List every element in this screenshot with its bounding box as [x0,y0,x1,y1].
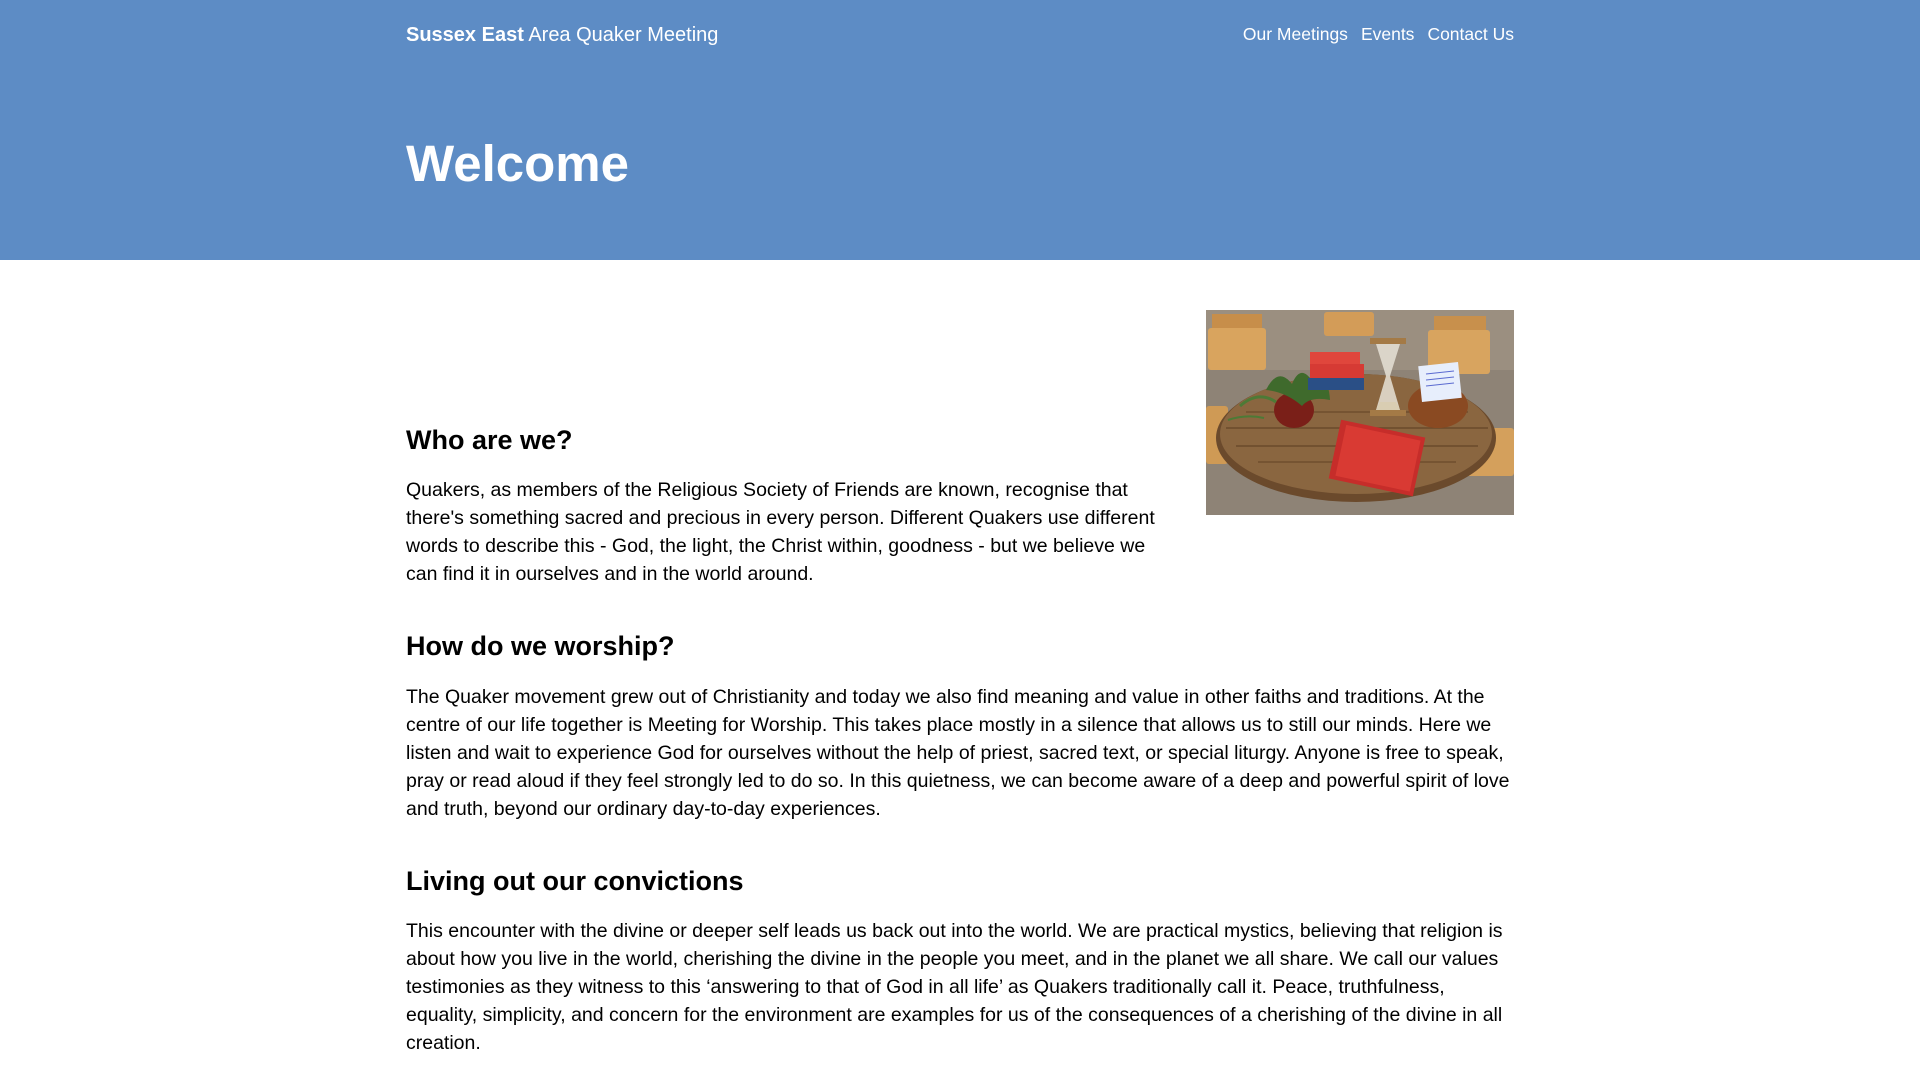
section-heading: Living out our convictions [406,865,744,896]
section-how-do-we-worship [406,630,1514,822]
main-nav [1243,24,1514,45]
nav-link-our-meetings[interactable]: Our Meetings [1242,24,1348,44]
meeting-table-image [1206,310,1514,515]
site-brand-link[interactable] [406,24,718,47]
brand-bold-text: Sussex East [406,24,524,46]
site-header [0,0,1920,260]
nav-link-contact-us[interactable]: Contact Us [1427,24,1514,44]
section-heading: How do we worship? [406,631,675,662]
brand-rest-text: Area Quaker Meeting [528,24,719,46]
meeting-table-photo-icon [1206,310,1514,515]
top-bar [406,0,1514,70]
section-living-out-convictions [406,865,1514,1057]
header-container [406,0,1514,192]
section-heading: Who are we? [406,425,573,455]
page-title: Welcome [406,135,629,192]
section-paragraph: The Quaker movement grew out of Christianity and today we also find meaning and value in other faiths and traditions. At the centre of our life together is Meeting for Worship. This takes place mostly in a silence that allows us to still our minds. Here we listen and wait to experience God for ourselves without the help of priest, sacred text, or special liturgy. Anyone is free to speak, pray or read aloud if they feel strongly led to do so. In this quietness, we can become aware of a deep and powerful spirit of love and truth, beyond our ordinary day-to-day experiences. [406,685,1510,820]
nav-link-events[interactable]: Events [1360,24,1415,44]
section-paragraph: This encounter with the divine or deeper self leads us back out into the world. We are practical mystics, believing that religion is about how you live in the world, cherishing the divine in the people you meet, and in the planet we all share. We call our values testimonies as they witness to this ‘answering to that of God in all life’ as Quakers traditionally call it. Peace, truthfulness, equality, simplicity, and concern for the environment are examples for us of the consequences of a cherishing of the divine in all creation. [406,920,1503,1055]
section-paragraph: Quakers, as members of the Religious Society of Friends are known, recognise that there's something sacred and precious in every person. Different Quakers use different words to describe this - God, the light, the Christ within, goodness - but we believe we can find it in ourselves and in the world around. [406,479,1155,586]
main-content [406,260,1514,1057]
section-who-are-we [406,310,1166,588]
